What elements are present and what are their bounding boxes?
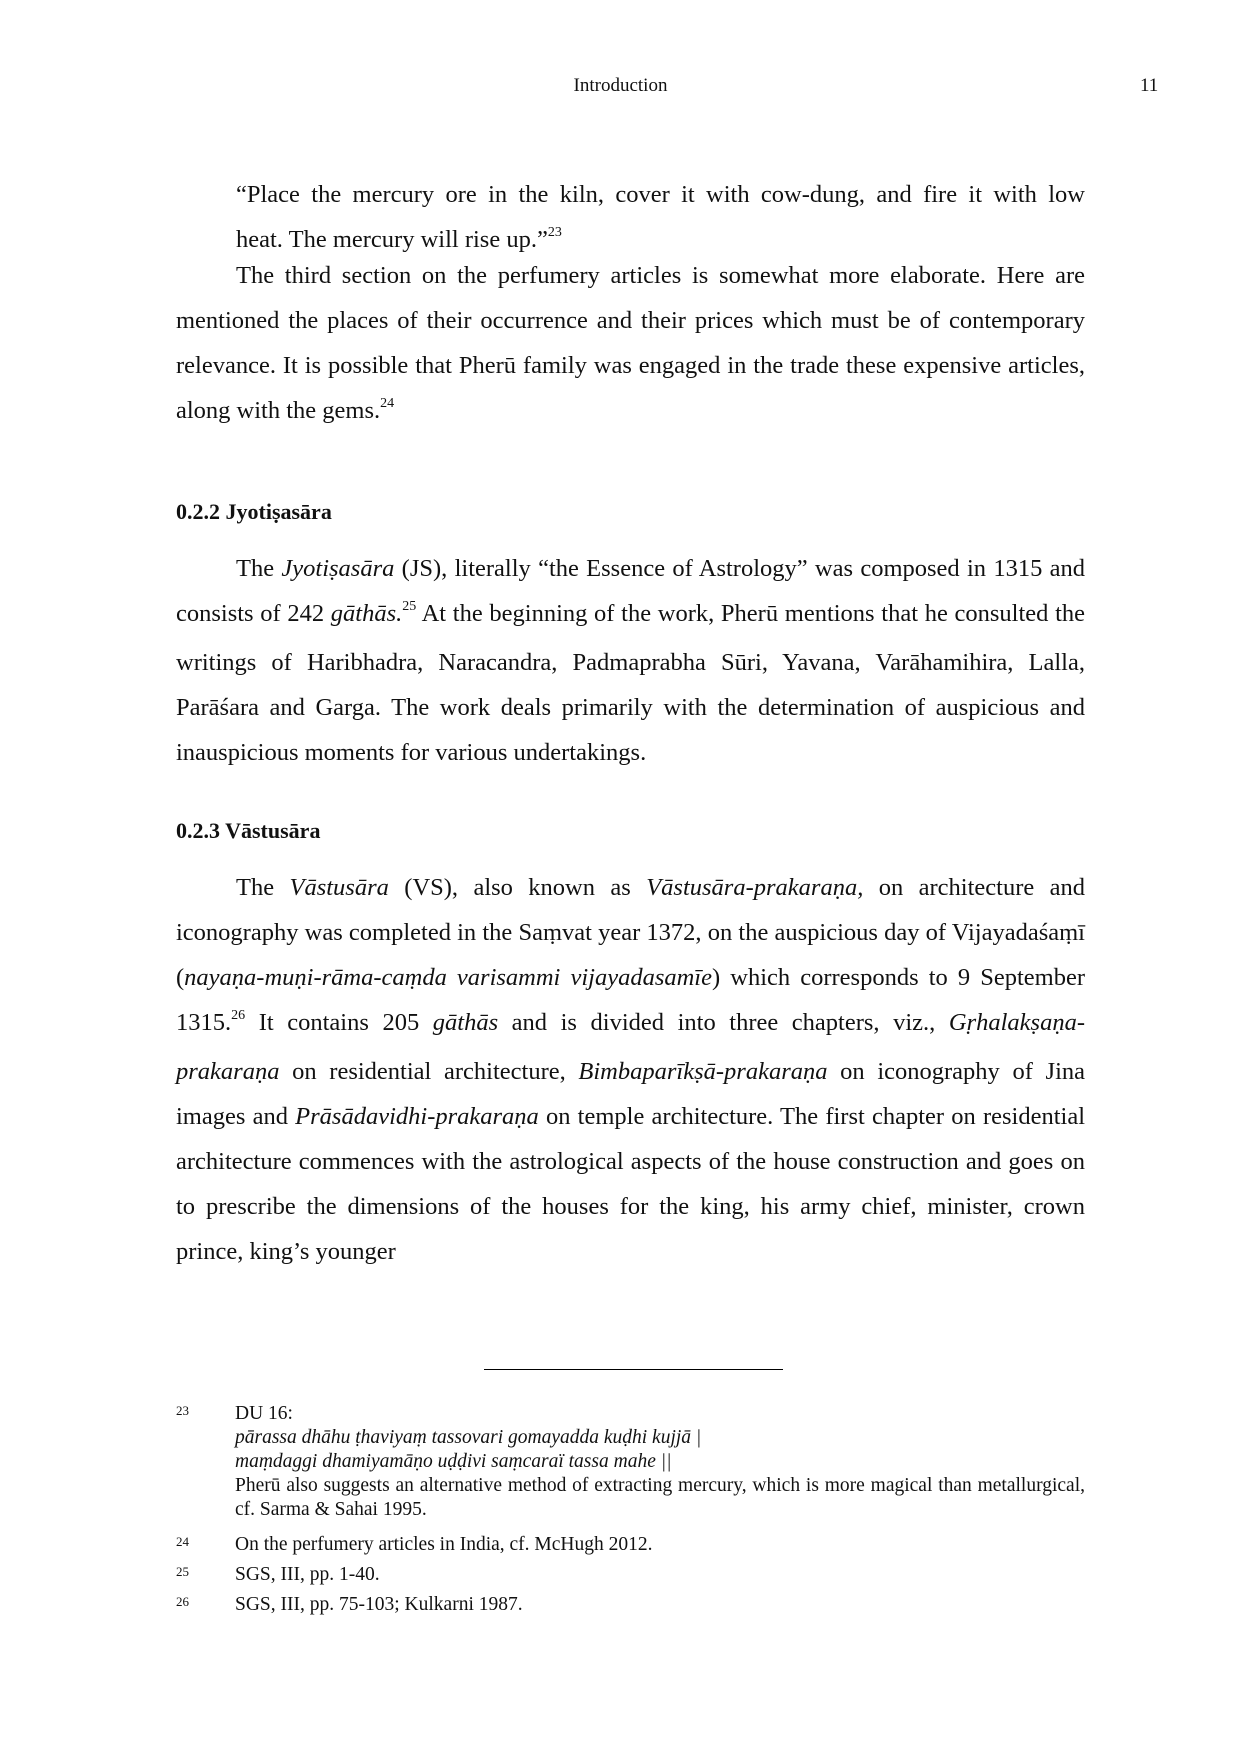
footnote-line: DU 16: (235, 1403, 293, 1424)
text-run: At the beginning of the work, Pherū mentions that he consulted the writings of Haribhadra, Naracandra, Padmaprabha Sūri, Yavana, Varāhamihira, Lalla, Parāśara and Garga. The work deals primarily with the determination of auspicious and inauspicious moments for various undertakings. (176, 600, 1086, 766)
work-title-italic: Vāstusāra (289, 874, 389, 901)
footnote-line: Pherū also suggests an alternative method of extracting mercury, which is more magical than metallurgical, cf. Sarma & Sahai 1995. (235, 1475, 1085, 1520)
chapter-title-italic: Bimbaparīkṣā-prakaraṇa (578, 1058, 828, 1085)
text-run: and is divided into three chapters, viz., (498, 1009, 949, 1036)
footnote-ref-25[interactable]: 25 (402, 599, 417, 614)
section-heading-vastusara: 0.2.3 Vāstusāra (176, 818, 321, 843)
footnote-verse-line: maṃdaggi dhamiyamāṇo uḍḍivi saṃcaraï tassa mahe || (235, 1451, 672, 1472)
text-run: on temple architecture. The first chapter on residential architecture commences with the astrological aspects of the house construction and goes on to prescribe the dimensions of the houses for the king, his army chief, minister, crown prince, king’s younger (176, 1103, 1085, 1265)
footnote-separator (484, 1369, 783, 1370)
footnote-text: SGS, III, pp. 1-40. (235, 1564, 380, 1585)
block-quote (236, 172, 1085, 266)
text-run: on residential architecture, (279, 1058, 579, 1085)
text-run: It contains 205 (245, 1009, 433, 1036)
footnote-number: 24 (176, 1534, 189, 1549)
text-run: The (236, 555, 282, 582)
paragraph-text: The third section on the perfumery articles is somewhat more elaborate. Here are mentioned the places of their occurrence and their prices which must be of contemporary relevance. It is possible that Pherū family was engaged in the trade these expensive articles, along with the gems. (176, 262, 1085, 424)
term-italic: gāthās (432, 1009, 499, 1036)
footnote-23 (176, 1402, 1085, 1522)
text-run: on architecture and iconography was completed in the Saṃvat year 1372, on the auspicious day of Vijayadaśaṃī ( (176, 874, 1086, 991)
quote-line-1: “Place the mercury ore in the kiln, cover it with cow-dung, and fire it with low (236, 181, 1085, 208)
footnote-text: On the perfumery articles in India, cf. McHugh 2012. (235, 1534, 653, 1555)
footnote-26 (176, 1593, 1085, 1617)
section-heading-jyotisasara: 0.2.2 Jyotiṣasāra (176, 499, 332, 524)
text-run: (JS), literally “the Essence of Astrology” was composed in 1315 and consists of 242 (176, 555, 1086, 627)
text-run: The (236, 874, 290, 901)
running-head-title: Introduction (573, 75, 668, 96)
chapter-title-italic: Prāsādavidhi-prakaraṇa (295, 1103, 539, 1130)
footnote-ref-26[interactable]: 26 (231, 1008, 246, 1023)
paragraph-vastusara (176, 865, 1085, 1274)
text-run: ) which corresponds to 9 September 1315. (176, 964, 1086, 1036)
work-title-italic: Jyotiṣasāra (281, 555, 395, 582)
footnote-number: 26 (176, 1594, 189, 1609)
footnote-text: SGS, III, pp. 75-103; Kulkarni 1987. (235, 1594, 523, 1615)
footnote-ref-23[interactable]: 23 (547, 225, 562, 240)
paragraph-perfumery (176, 253, 1085, 437)
quote-line-2: heat. The mercury will rise up.” (236, 226, 548, 253)
verse-italic: nayaṇa-muṇi-rāma-caṃda varisammi vijayadasamīe (184, 964, 712, 991)
paragraph-jyotisasara (176, 546, 1085, 775)
footnote-number: 25 (176, 1564, 189, 1579)
footnote-ref-24[interactable]: 24 (380, 396, 395, 411)
text-run: on iconography of Jina images and (176, 1058, 1085, 1130)
footnote-verse-line: pārassa dhāhu ṭhaviyaṃ tassovari gomayadda kuḍhi kujjā | (235, 1427, 702, 1448)
footnote-24 (176, 1533, 1085, 1557)
chapter-title-italic: Gṛhalakṣaṇa-prakaraṇa (176, 1009, 1085, 1085)
alt-title-italic: Vāstusāra-prakaraṇa, (646, 874, 864, 901)
footnote-number: 23 (176, 1403, 189, 1418)
term-italic: gāthās. (330, 600, 403, 627)
page-number: 11 (1140, 75, 1159, 96)
text-run: (VS), also known as (388, 874, 647, 901)
footnote-25 (176, 1563, 1085, 1587)
